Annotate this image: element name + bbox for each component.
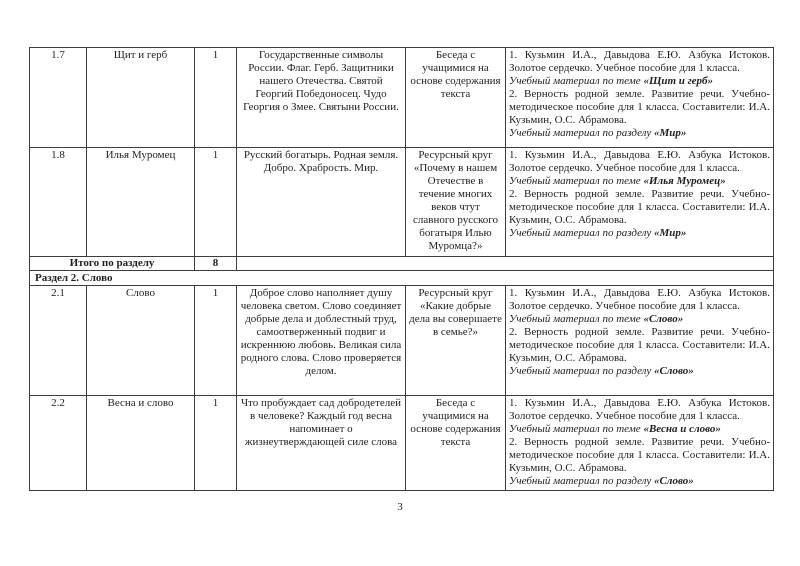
materials-section-name: «Слово» [653,365,694,377]
section-header-cell: Раздел 2. Слово [30,271,774,286]
materials-section-note [509,127,770,140]
section1-total-row [30,257,774,271]
lesson-number-cell: 2.1 [30,286,87,396]
materials-theme-note [509,423,770,436]
lesson-activity-cell: Беседа с учащимися на основе содержания текста [406,396,506,491]
lesson-number-cell: 1.8 [30,148,87,257]
section2-header-row [30,271,774,286]
materials-section-note [509,475,770,488]
lesson-hours-cell: 1 [195,48,237,148]
lesson-hours-cell: 1 [195,286,237,396]
materials-theme-note [509,75,770,88]
lesson-materials-cell [506,148,774,257]
materials-section-note [509,227,770,240]
materials-item-2: 2. Верность родной земле. Развитие речи. Учебно-методическое пособие для 1 класса. Составители: И.А. Кузьмин, О.С. Абрамова. [509,326,770,364]
materials-section-name: «Слово» [653,475,694,487]
materials-item-1: 1. Кузьмин И.А., Давыдова Е.Ю. Азбука Истоков. Золотое сердечко. Учебное пособие для 1 класса. [509,287,770,312]
table-row-lesson-1-8 [30,148,774,257]
materials-section-label: Учебный материал по разделу [509,227,654,239]
table-row-lesson-1-7 [30,48,774,148]
materials-theme-name: «Весна и слово» [643,423,721,435]
materials-section-label: Учебный материал по разделу [509,127,654,139]
lesson-materials-cell [506,286,774,396]
table-row-lesson-2-1 [30,286,774,396]
materials-section-note [509,365,770,378]
lesson-number-cell: 1.7 [30,48,87,148]
materials-theme-label: Учебный материал по теме [509,313,644,325]
section-total-empty-cell [237,257,774,271]
lesson-content-cell: Доброе слово наполняет душу человека светом. Слово соединяет добрые дела и доблестный труд, самоотверженный подвиг и искреннюю любовь. Великая сила родного слова. Слово проверяется делом. [237,286,406,396]
materials-theme-note [509,313,770,326]
lesson-number-cell: 2.2 [30,396,87,491]
materials-theme-label: Учебный материал по теме [509,75,644,87]
materials-item-1: 1. Кузьмин И.А., Давыдова Е.Ю. Азбука Истоков. Золотое сердечко. Учебное пособие для 1 класса. [509,149,770,174]
materials-theme-label: Учебный материал по теме [509,423,644,435]
materials-theme-name: «Илья Муромец» [643,175,726,187]
section-total-hours-cell: 8 [195,257,237,271]
table-row-lesson-2-2 [30,396,774,491]
materials-item-2: 2. Верность родной земле. Развитие речи. Учебно-методическое пособие для 1 класса. Составители: И.А. Кузьмин, О.С. Абрамова. [509,88,770,126]
lesson-topic-cell: Слово [87,286,195,396]
lesson-materials-cell [506,48,774,148]
lesson-topic-cell: Илья Муромец [87,148,195,257]
section-total-label-cell: Итого по разделу [30,257,195,271]
lesson-materials-cell [506,396,774,491]
materials-item-2: 2. Верность родной земле. Развитие речи. Учебно-методическое пособие для 1 класса. Составители: И.А. Кузьмин, О.С. Абрамова. [509,436,770,474]
materials-section-name: «Мир» [653,227,687,239]
materials-item-1: 1. Кузьмин И.А., Давыдова Е.Ю. Азбука Истоков. Золотое сердечко. Учебное пособие для 1 класса. [509,49,770,74]
lesson-content-cell: Что пробуждает сад добродетелей в человеке? Каждый год весна напоминает о жизнеутверждающей силе слова [237,396,406,491]
lesson-activity-cell: Ресурсный круг «Какие добрые дела вы совершаете в семье?» [406,286,506,396]
lesson-activity-cell: Беседа с учащимися на основе содержания текста [406,48,506,148]
materials-item-2: 2. Верность родной земле. Развитие речи. Учебно-методическое пособие для 1 класса. Составители: И.А. Кузьмин, О.С. Абрамова. [509,188,770,226]
materials-theme-label: Учебный материал по теме [509,175,644,187]
page-number: 3 [397,501,403,513]
materials-section-label: Учебный материал по разделу [509,475,654,487]
materials-theme-note [509,175,770,188]
curriculum-table [29,47,774,491]
lesson-hours-cell: 1 [195,148,237,257]
lesson-topic-cell: Щит и герб [87,48,195,148]
lesson-activity-cell: Ресурсный круг «Почему в нашем Отечестве в течение многих веков чтут славного русского богатыря Илью Муромца?» [406,148,506,257]
materials-theme-name: «Слово» [643,313,684,325]
materials-section-label: Учебный материал по разделу [509,365,654,377]
materials-theme-name: «Щит и герб» [643,75,714,87]
lesson-content-cell: Государственные символы России. Флаг. Герб. Защитники нашего Отечества. Святой Георгий Победоносец. Чудо Георгия о Змее. Святыни России. [237,48,406,148]
materials-section-name: «Мир» [653,127,687,139]
lesson-topic-cell: Весна и слово [87,396,195,491]
lesson-content-cell: Русский богатырь. Родная земля. Добро. Храбрость. Мир. [237,148,406,257]
materials-item-1: 1. Кузьмин И.А., Давыдова Е.Ю. Азбука Истоков. Золотое сердечко. Учебное пособие для 1 класса. [509,397,770,422]
lesson-hours-cell: 1 [195,396,237,491]
